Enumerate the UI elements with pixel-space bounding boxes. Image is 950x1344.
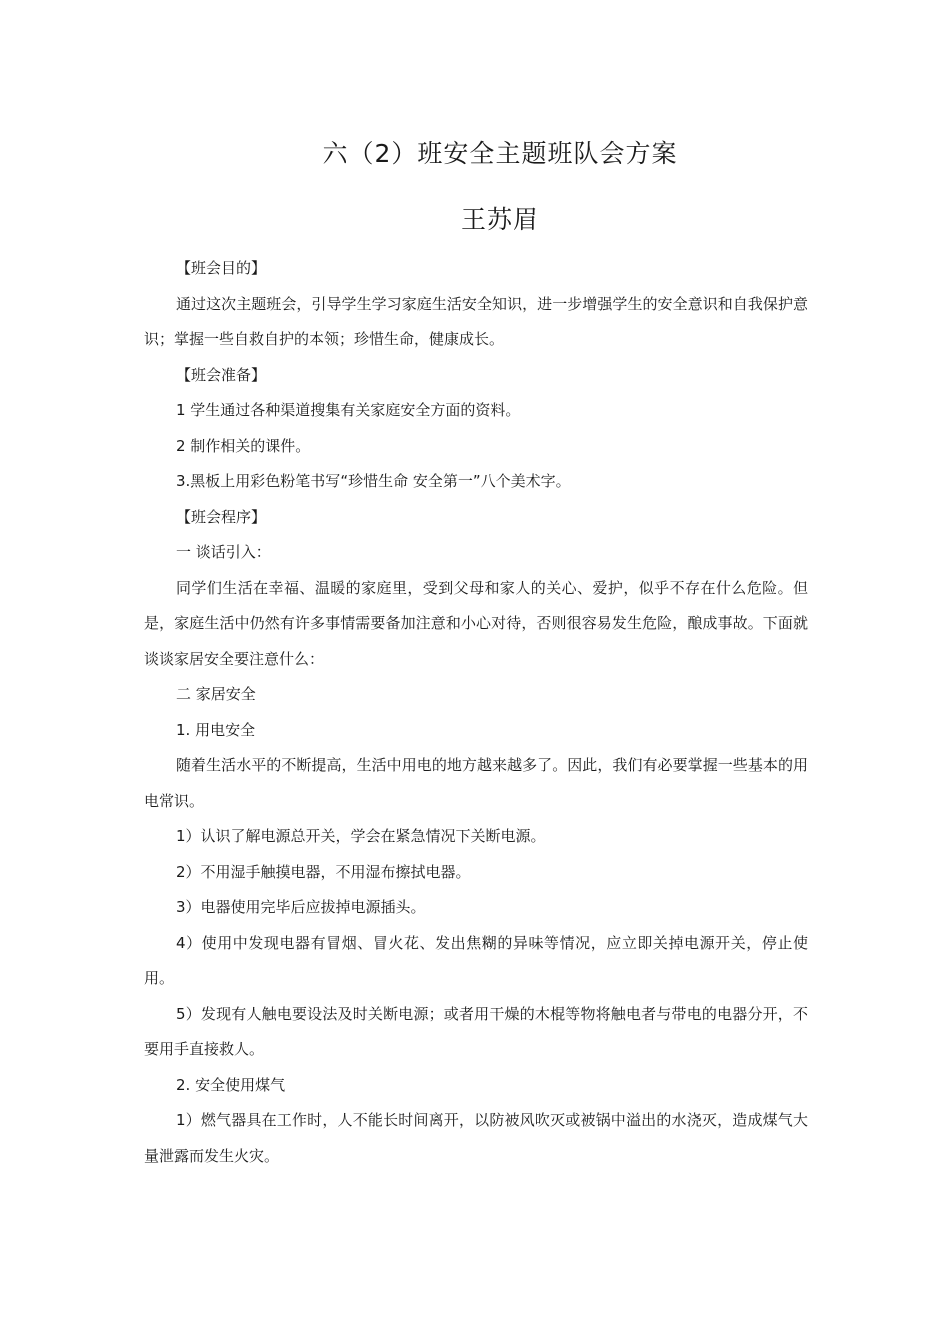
- list-item: 3）电器使用完毕后应拔掉电源插头。: [176, 898, 426, 916]
- list-item: 2）不用湿手触摸电器，不用湿布擦拭电器。: [176, 862, 471, 881]
- subheading: 一 谈话引入：: [176, 543, 271, 561]
- subheading: 二 家居安全: [176, 685, 256, 703]
- subheading: 1. 用电安全: [176, 720, 256, 739]
- paragraph: 通过这次主题班会，引导学生学习家庭生活安全知识，进一步增强学生的安全意识和自我保护意识；掌握一些自救自护的本领；珍惜生命，健康成长。: [144, 294, 808, 348]
- list-item: 1 学生通过各种渠道搜集有关家庭安全方面的资料。: [176, 401, 521, 419]
- subheading: 2. 安全使用煤气: [176, 1075, 286, 1094]
- list-item: 3.黑板上用彩色粉笔书写“珍惜生命 安全第一”八个美术字。: [176, 472, 571, 490]
- paragraph: 随着生活水平的不断提高，生活中用电的地方越来越多了。因此，我们有必要掌握一些基本的用电常识。: [144, 756, 808, 810]
- document-body: [144, 251, 808, 1174]
- section-heading-procedure: 【班会程序】: [176, 507, 267, 526]
- list-item: 2 制作相关的课件。: [176, 436, 311, 455]
- section-heading-preparation: 【班会准备】: [176, 365, 267, 384]
- section-heading-purpose: 【班会目的】: [176, 259, 267, 277]
- document-author: 王苏眉: [460, 205, 539, 234]
- list-item: 1）燃气器具在工作时，人不能长时间离开，以防被风吹灭或被锅中溢出的水浇灭，造成煤气大量泄露而发生火灾。: [144, 1111, 808, 1165]
- list-item: 1）认识了解电源总开关，学会在紧急情况下关断电源。: [176, 827, 546, 845]
- document-title: 六（2）班安全主题班队会方案: [322, 139, 678, 168]
- paragraph: 同学们生活在幸福、温暖的家庭里，受到父母和家人的关心、爱护，似乎不存在什么危险。但是，家庭生活中仍然有许多事情需要备加注意和小心对待，否则很容易发生危险，酿成事故。下面就谈谈家居安全要注意什么：: [144, 578, 808, 668]
- list-item: 5）发现有人触电要设法及时关断电源；或者用干燥的木棍等物将触电者与带电的电器分开，不要用手直接救人。: [144, 1004, 808, 1058]
- list-item: 4）使用中发现电器有冒烟、冒火花、发出焦糊的异味等情况，应立即关掉电源开关，停止使用。: [144, 933, 808, 987]
